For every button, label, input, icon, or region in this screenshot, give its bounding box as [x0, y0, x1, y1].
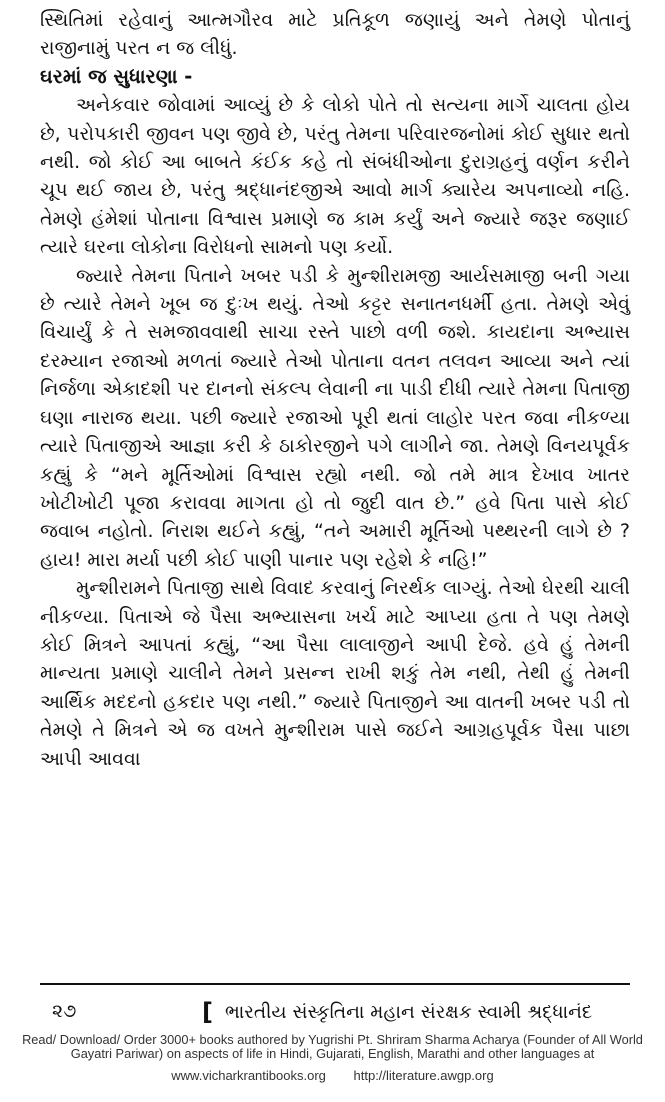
footer-divider [40, 983, 630, 985]
section-heading: ઘરમાં જ સુધારણા - [40, 64, 193, 88]
credits-links [0, 1068, 665, 1083]
book-title: ભારતીય સંસ્કૃતિના મહાન સંરક્ષક સ્વામી શ્રદ્ધાનંદ [224, 1002, 593, 1023]
literature-link[interactable]: http://literature.awgp.org [353, 1068, 494, 1083]
page-number: ૨૭ [52, 1000, 77, 1022]
paragraph: જ્યારે તેમના પિતાને ખબર પડી કે મુન્શીરામજી આર્યસમાજી બની ગયા છે ત્યારે તેમને ખૂબ જ દુઃખ થયું. તેઓ કટ્ટર સનાતનધર્મી હતા. તેમણે એવું વિચાર્યું કે તે સમજાવવાથી સાચા રસ્તે પાછો વળી જશે. કાયદાના અભ્યાસ દરમ્યાન રજાઓ મળતાં જ્યારે તેઓ પોતાના વતન તલવન આવ્યા અને ત્યાં નિર્જળા એકાદશી પર દાનનો સંકલ્પ લેવાની ના પાડી દીધી ત્યારે તેમના પિતાજી ઘણા નારાજ થયા. પછી જ્યારે રજાઓ પૂરી થતાં લાહોર પરત જવા નીકળ્યા ત્યારે પિતાજીએ આજ્ઞા કરી કે ઠાકોરજીને પગે લાગીને જા. તેમણે વિનયપૂર્વક કહ્યું કે “મને મૂર્તિઓમાં વિશ્વાસ રહ્યો નથી. જો તમે માત્ર દેખાવ ખાતર ખોટીખોટી પૂજા કરાવવા માગતા હો તો જુદી વાત છે.” હવે પિતા પાસે કોઈ જવાબ નહોતો. નિરાશ થઈને કહ્યું, “તને અમારી મૂર્તિઓ પથ્થરની લાગે છે ? હાય! મારા મર્યા પછી કોઈ પાણી પાનાર પણ રહેશે કે નહિ!” [40, 264, 630, 571]
book-title-footer [202, 998, 592, 1026]
paragraph-continuation: સ્થિતિમાં રહેવાનું આત્મગૌરવ માટે પ્રતિકૂળ જણાયું અને તેમણે પોતાનું રાજીનામું પરત ન જ લીધું. [40, 9, 630, 60]
page-body [40, 0, 630, 773]
paragraph: મુન્શીરામને પિતાજી સાથે વિવાદ કરવાનું નિરર્થક લાગ્યું. તેઓ ઘેરથી ચાલી નીકળ્યા. પિતાએ જે પૈસા અભ્યાસના ખર્ચ માટે આપ્યા હતા તે પણ તેમણે કોઈ મિત્રને આપતાં કહ્યું, “આ પૈસા લાલાજીને આપી દેજે. હવે હું તેમની માન્યતા પ્રમાણે ચાલીને તેમને પ્રસન્ન રાખી શકું તેમ નથી, તેથી હું તેમની આર્થિક મદદનો હકદાર પણ નથી.” જ્યારે પિતાજીને આ વાતની ખબર પડી તો તેમણે તે મિત્રને એ જ વખતે મુન્શીરામ પાસે જઈને આગ્રહપૂર્વક પૈસા પાછા આપી આવવા [40, 577, 630, 770]
credits-text: Read/ Download/ Order 3000+ books authored by Yugrishi Pt. Shriram Sharma Acharya (Founder of All World Gayatri Pariwar) on aspects of life in Hindi, Gujarati, English, Marathi and other languages at [22, 1032, 643, 1061]
paragraph: અનેકવાર જોવામાં આવ્યું છે કે લોકો પોતે તો સત્યના માર્ગે ચાલતા હોય છે, પરોપકારી જીવન પણ જીવે છે, પરંતુ તેમના પરિવારજનોમાં કોઈ સુધાર થતો નથી. જો કોઈ આ બાબતે કંઈક કહે તો સંબંધીઓના દુરાગ્રહનું વર્ણન કરીને ચૂપ થઈ જાય છે, પરંતુ શ્રદ્ધાનંદજીએ આવો માર્ગ ક્યારેય અપનાવ્યો નહિ. તેમણે હંમેશાં પોતાના વિશ્વાસ પ્રમાણે જ કામ કર્યું અને જ્યારે જરૂર જણાઈ ત્યારે ઘરના લોકોના વિરોધનો સામનો પણ કર્યો. [40, 94, 630, 259]
vicharkranti-link[interactable]: www.vicharkrantibooks.org [171, 1068, 326, 1083]
footer-bracket: [ [202, 998, 213, 1026]
